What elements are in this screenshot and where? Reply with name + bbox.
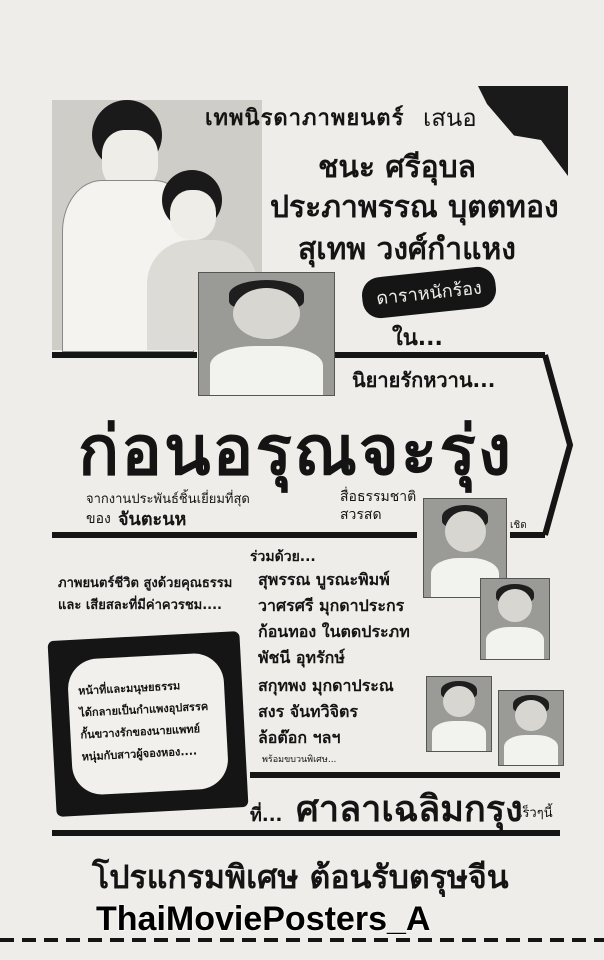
presents-label: เสนอ: [423, 104, 477, 132]
story-line-1: ภาพยนตร์ชีวิต สูงด้วยคุณธรรม: [58, 576, 233, 591]
venue-rule-top: [250, 772, 560, 778]
genre-label: นิยายรักหวาน...: [352, 368, 496, 392]
tagline-right: สื่อธรรมชาติ สวรสด: [340, 489, 417, 523]
support-cast-2: วาศรศรี มุกดาประกร: [258, 596, 405, 615]
tv-screen: [67, 652, 230, 796]
actress-photo-3: [498, 690, 564, 766]
venue-prefix: ที่...: [250, 805, 283, 826]
cast-line-3: สุเทพ วงศ์กำแหง: [298, 232, 516, 267]
cast-line-2: ประภาพรรณ บุตตทอง: [270, 190, 559, 225]
tagline-left: จากงานประพันธ์ชิ้นเยี่ยมที่สุด: [86, 492, 250, 507]
in-label: ใน...: [392, 326, 443, 351]
support-cast-6: สงร จันทวิจิตร: [258, 702, 358, 721]
special-program: โปรแกรมพิเศษ ต้อนรับตรุษจีน: [92, 858, 509, 896]
venue-name: ศาลาเฉลิมกรุง: [296, 789, 523, 830]
movie-title: ก่อนอรุณจะรุ่ง: [78, 412, 514, 491]
presenter-name: เทพนิรดาภาพยนตร์: [205, 106, 405, 131]
side-note: เชิด: [510, 520, 527, 531]
venue-suffix: เร็วๆนี้: [518, 806, 553, 821]
support-cast-3: ก้อนทอง ในตดประภท: [258, 622, 410, 641]
boxed-line-4: หนุ่มกับสาวผู้จองหอง....: [81, 744, 198, 764]
boxed-line-2: ได้กลายเป็นกำแพงอุปสรรค: [78, 699, 209, 720]
small-caption: พร้อมขบวนพิเศษ...: [262, 755, 337, 765]
footer-dash-line: [0, 938, 604, 942]
story-line-2: และ เสียสละที่มีค่าควรชม....: [58, 598, 222, 613]
support-cast-5: สกุทพง มุกดาประณ: [258, 676, 394, 695]
watermark: ThaiMoviePosters_A: [96, 900, 431, 938]
support-cast-4: พัชนี อุทรักษ์: [258, 648, 345, 667]
support-cast-7: ล้อต๊อก ฯลฯ: [258, 728, 341, 747]
author-prefix: ของ: [86, 511, 111, 527]
support-cast-1: สุพรรณ บูรณะพิมพ์: [258, 570, 390, 589]
boxed-line-1: หน้าที่และมนุษยธรรม: [77, 679, 181, 698]
boxed-line-3: กั้นขวางรักของนายแพทย์: [80, 722, 201, 742]
support-label: ร่วมด้วย...: [250, 549, 316, 565]
actress-photo-1: [480, 578, 550, 660]
actress-photo-2: [426, 676, 492, 752]
singer-badge: ดาราหนักร้อง: [360, 265, 497, 320]
author-name: จันตะนห: [118, 509, 187, 530]
tv-frame: [48, 631, 249, 817]
cast-line-1: ชนะ ศรีอุบล: [318, 150, 477, 185]
